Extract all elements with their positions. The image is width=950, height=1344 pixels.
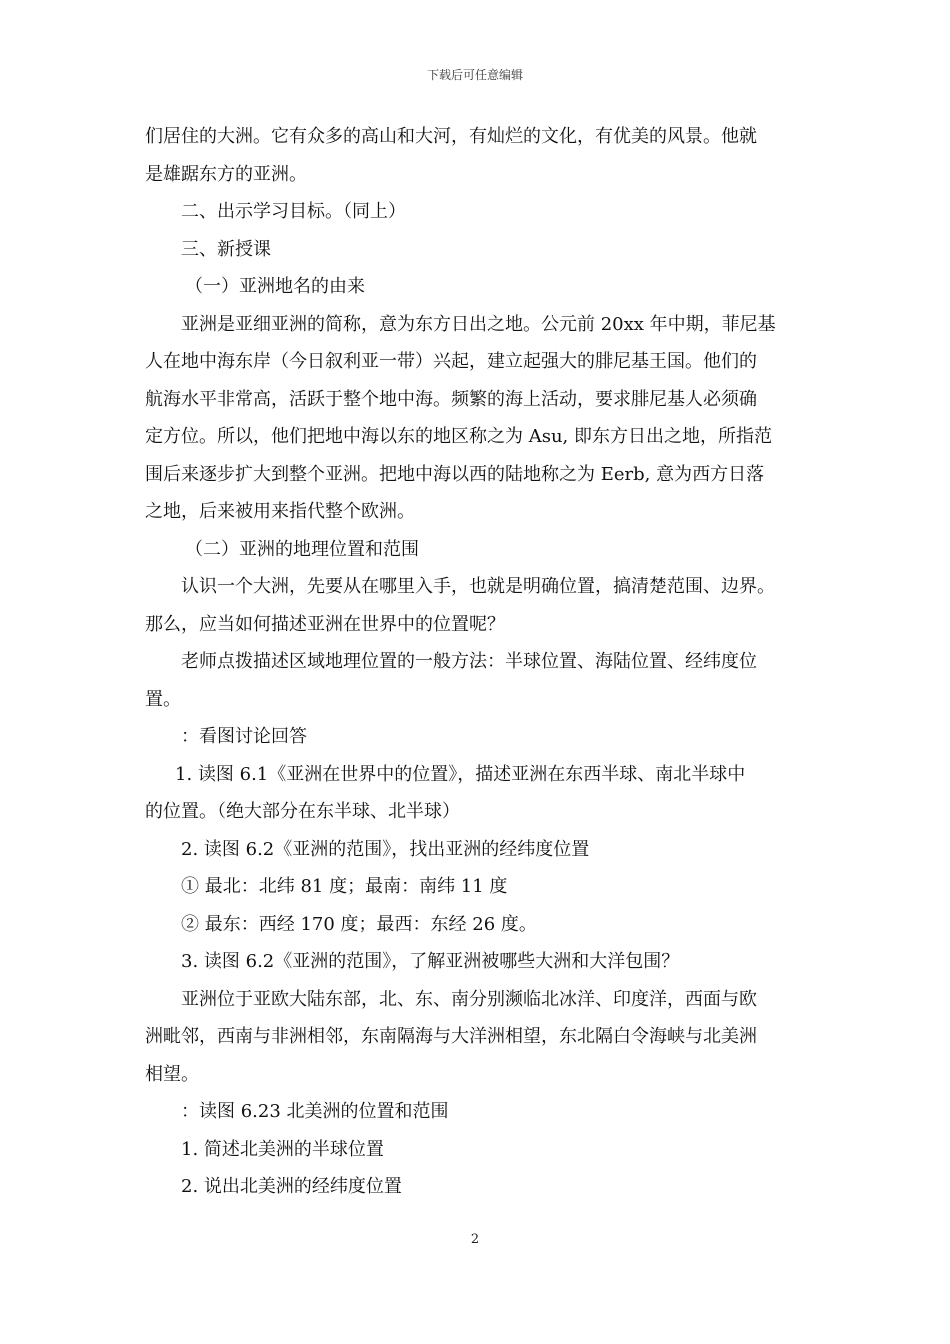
paragraph-line: 洲毗邻，西南与非洲相邻，东南隔海与大洋洲相望，东北隔白令海峡与北美洲 (145, 1026, 757, 1047)
paragraph-line: 亚洲是亚细亚洲的简称，意为东方日出之地。公元前 20xx 年中期，菲尼基 (181, 313, 776, 335)
paragraph-line: 相望。 (145, 1063, 199, 1085)
subsection-heading: （一）亚洲地名的由来 (185, 276, 365, 297)
document-body (145, 120, 825, 1208)
paragraph-line: 认识一个大洲，先要从在哪里入手，也就是明确位置，搞清楚范围、边界。 (181, 576, 775, 597)
paragraph-line: 航海水平非常高，活跃于整个地中海。频繁的海上活动，要求腓尼基人必须确 (145, 388, 757, 410)
page-header: 下载后可任意编辑 (426, 68, 523, 82)
list-item: 1. 简述北美洲的半球位置 (181, 1138, 384, 1160)
list-item: ② 最东：西经 170 度；最西：东经 26 度。 (181, 913, 537, 935)
paragraph-line: 人在地中海东岸（今日叙利亚一带）兴起，建立起强大的腓尼基王国。他们的 (145, 351, 757, 372)
paragraph-line: 那么，应当如何描述亚洲在世界中的位置呢？ (145, 613, 505, 635)
paragraph-line: 置。 (145, 688, 181, 710)
page-number: 2 (470, 1232, 480, 1247)
paragraph-line: 是雄踞东方的亚洲。 (145, 163, 307, 185)
list-item: ① 最北：北纬 81 度；最南：南纬 11 度 (181, 876, 508, 897)
subsection-heading: （二）亚洲的地理位置和范围 (185, 538, 419, 560)
section-heading: 三、新授课 (181, 238, 271, 260)
paragraph-line: ：看图讨论回答 (181, 726, 307, 747)
list-item: 1. 读图 6.1《亚洲在世界中的位置》，描述亚洲在东西半球、南北半球中 (175, 763, 746, 785)
paragraph-line: 围后来逐步扩大到整个亚洲。把地中海以西的陆地称之为 Eerb, 意为西方日落 (145, 463, 765, 485)
section-heading: 二、出示学习目标。（同上） (181, 201, 406, 222)
paragraph-line: ：读图 6.23 北美洲的位置和范围 (181, 1101, 449, 1122)
paragraph-line: 亚洲位于亚欧大陆东部，北、东、南分别濒临北冰洋、印度洋，西面与欧 (181, 988, 757, 1010)
paragraph-line: 之地，后来被用来指代整个欧洲。 (145, 501, 415, 522)
list-item: 2. 说出北美洲的经纬度位置 (181, 1176, 402, 1197)
paragraph-line: 们居住的大洲。它有众多的高山和大河，有灿烂的文化，有优美的风景。他就 (145, 126, 757, 147)
list-item: 3. 读图 6.2《亚洲的范围》，了解亚洲被哪些大洲和大洋包围？ (181, 951, 680, 972)
list-item: 2. 读图 6.2《亚洲的范围》，找出亚洲的经纬度位置 (181, 838, 590, 860)
paragraph-line: 的位置。（绝大部分在东半球、北半球） (145, 801, 460, 822)
paragraph-line: 定方位。所以，他们把地中海以东的地区称之为 Asu, 即东方日出之地，所指范 (145, 426, 772, 447)
paragraph-line: 老师点拨描述区域地理位置的一般方法：半球位置、海陆位置、经纬度位 (181, 651, 757, 672)
